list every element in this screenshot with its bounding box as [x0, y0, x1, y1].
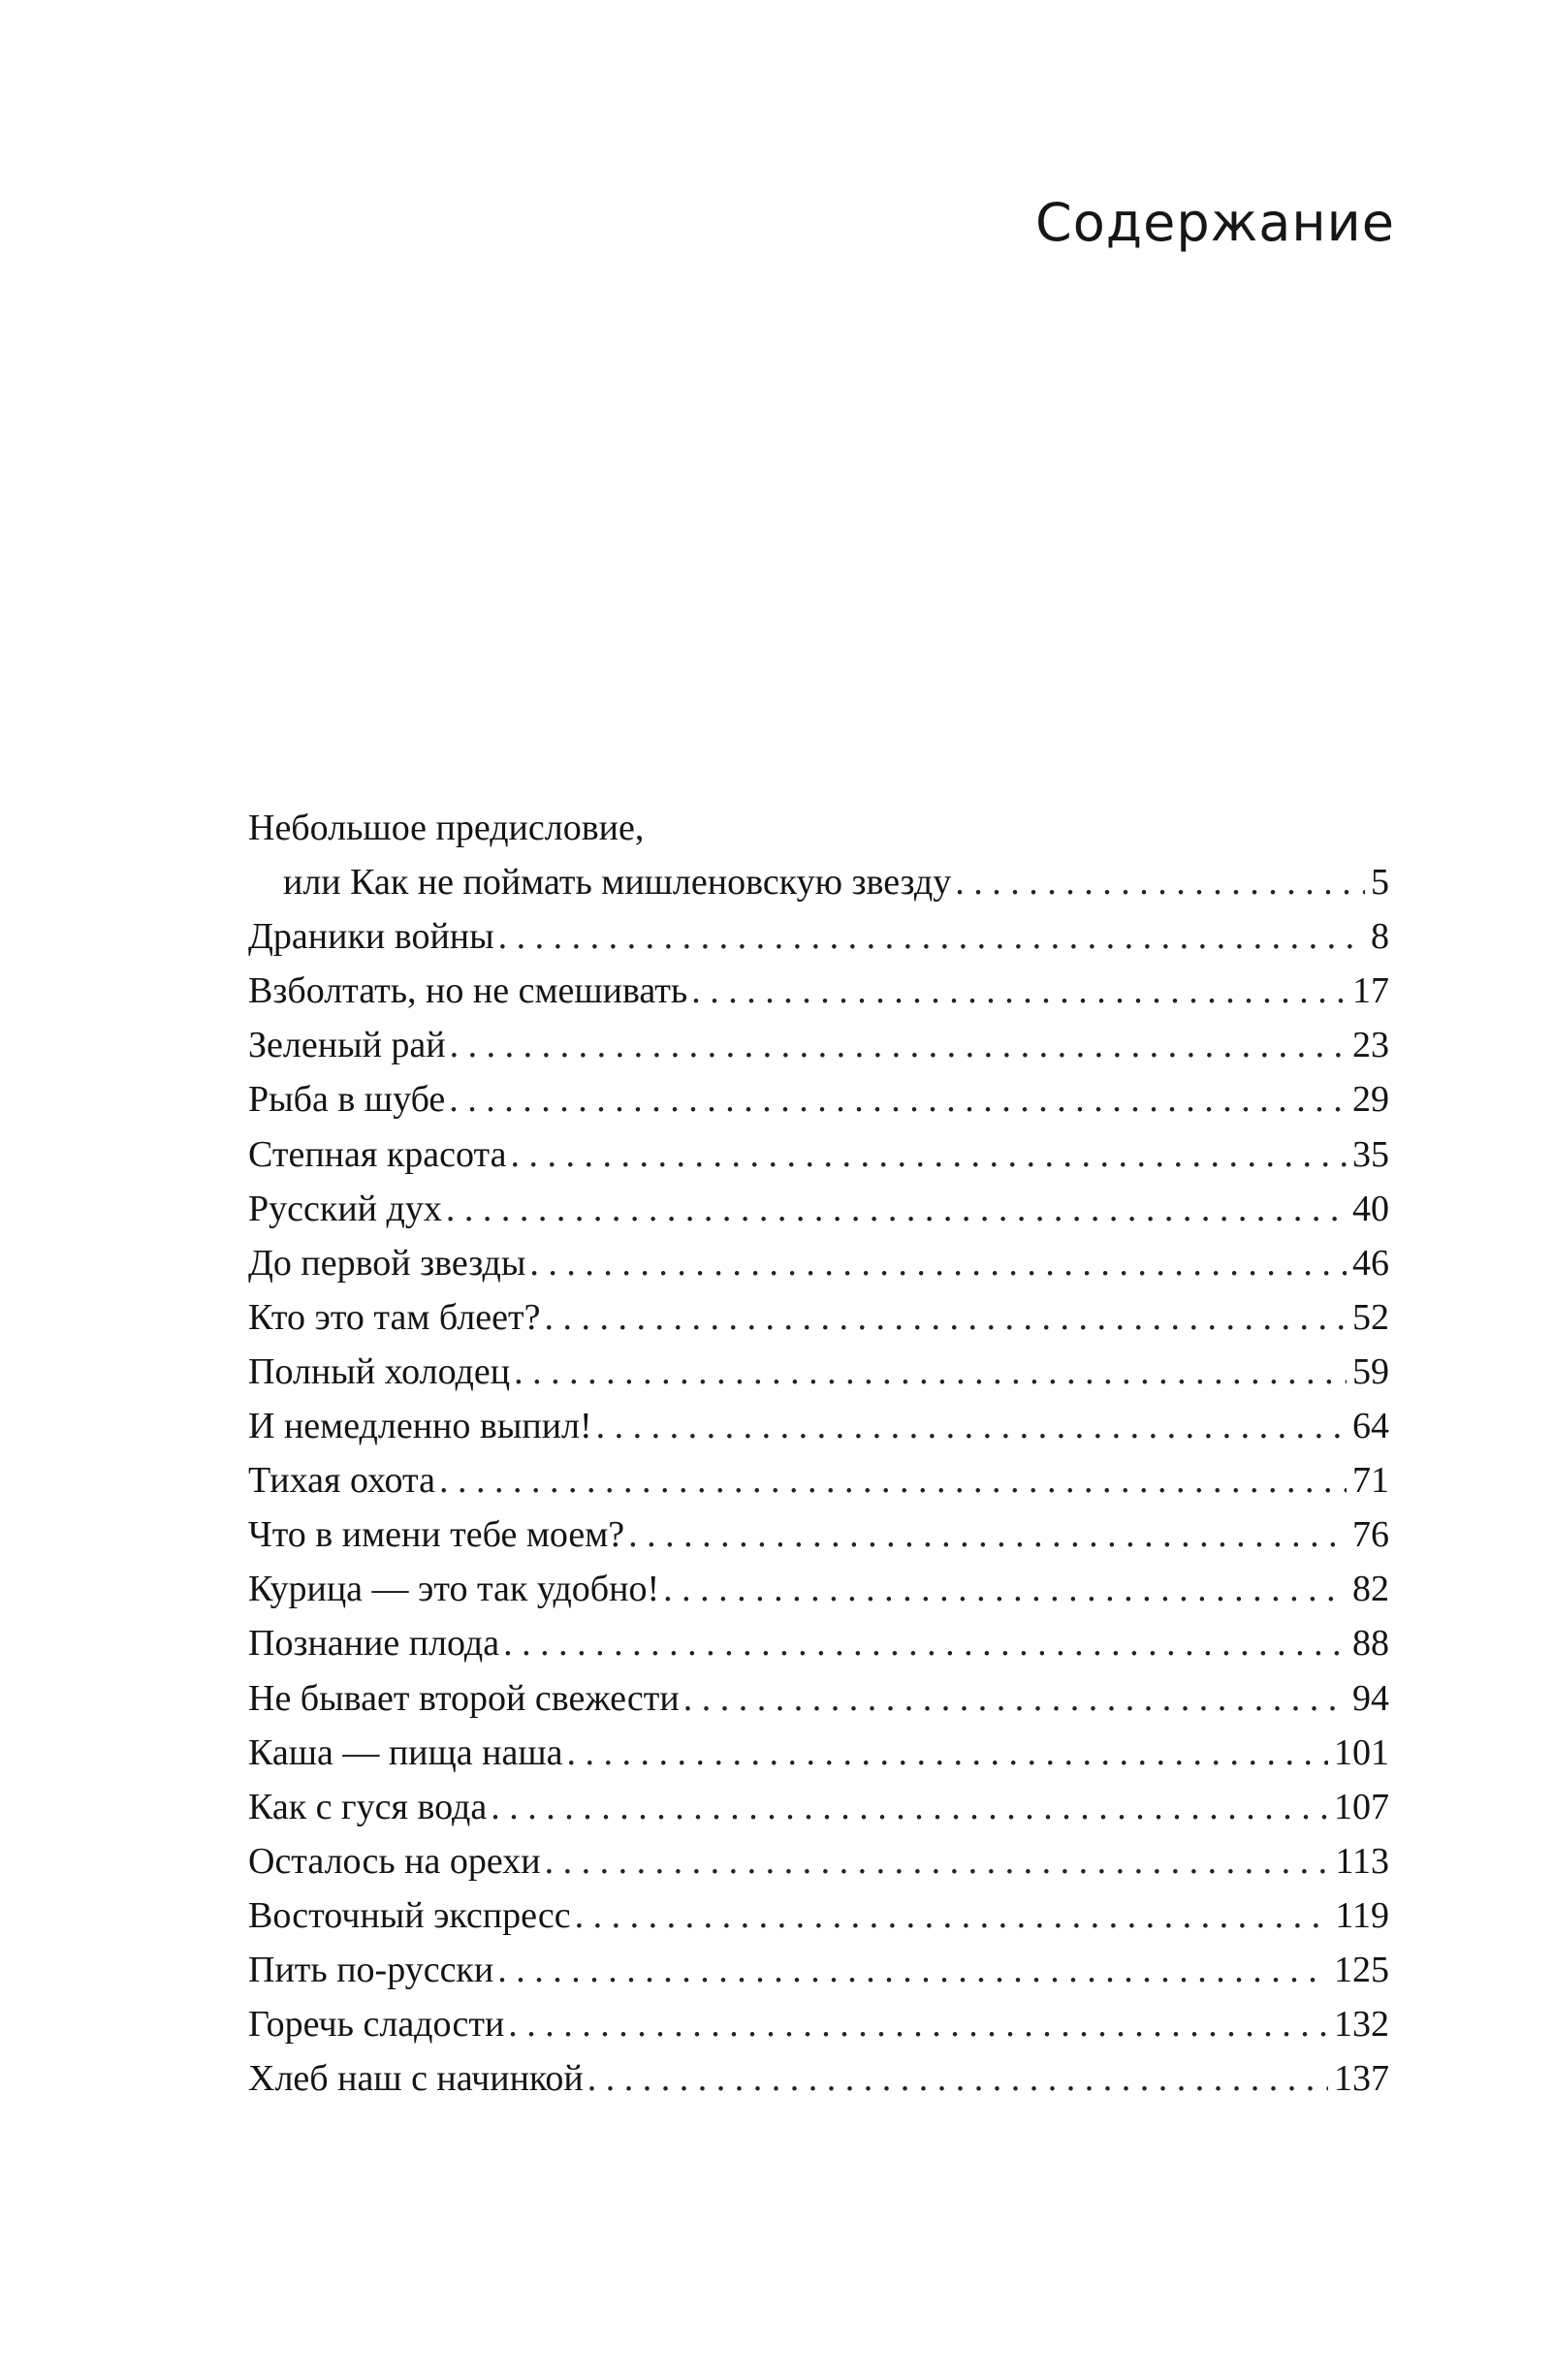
toc-entry-title: Как с гуся вода — [248, 1786, 488, 1827]
toc-entry — [248, 1888, 1389, 1943]
toc-entry-page: 76 — [1352, 1514, 1389, 1556]
toc-entry — [248, 1780, 1389, 1834]
toc-entry-title: Степная красота — [248, 1133, 507, 1175]
toc-entry-page: 59 — [1352, 1350, 1389, 1392]
toc-entry-title: Рыба в шубе — [248, 1079, 446, 1121]
dot-leader — [596, 1399, 1347, 1453]
toc-entry — [248, 1399, 1389, 1453]
page-title: Содержание — [1035, 192, 1395, 253]
toc-entry-title: Драники войны — [248, 916, 494, 958]
toc-entry — [248, 1182, 1389, 1236]
toc-entry-page: 107 — [1334, 1786, 1389, 1827]
dot-leader — [691, 964, 1347, 1018]
toc-entry-title: Восточный экспресс — [248, 1894, 571, 1936]
toc-entry-title: Небольшое предисловие, — [248, 808, 645, 848]
toc-entry-title: Тихая охота — [248, 1460, 435, 1502]
toc-entry — [248, 1072, 1389, 1127]
toc-entry-page: 132 — [1334, 2004, 1389, 2046]
toc-entry-title: И немедленно выпил! — [248, 1406, 592, 1447]
toc-entry — [248, 1507, 1389, 1562]
toc-entry — [248, 1726, 1389, 1780]
toc-entry — [248, 2051, 1389, 2106]
dot-leader — [450, 1018, 1347, 1072]
toc-entry-title: Осталось на орехи — [248, 1840, 541, 1882]
toc-entry-page: 35 — [1352, 1133, 1389, 1175]
toc-entry — [248, 1562, 1389, 1616]
toc-entry-page: 119 — [1335, 1894, 1389, 1936]
dot-leader — [628, 1507, 1347, 1562]
toc-entry — [248, 1345, 1389, 1399]
toc-entry-title: Познание плода — [248, 1623, 500, 1665]
toc-entry-page: 94 — [1352, 1677, 1389, 1719]
toc-entry-title: Взболтать, но не смешивать — [248, 970, 688, 1012]
toc-entry-page: 46 — [1352, 1242, 1389, 1284]
toc-entry-title: Каша — пища наша — [248, 1731, 563, 1773]
toc-entry — [248, 1453, 1389, 1507]
toc-entry-page: 5 — [1371, 862, 1389, 904]
toc-entry-page: 88 — [1352, 1623, 1389, 1665]
dot-leader — [514, 1345, 1347, 1399]
toc-entry-1-line-2 — [248, 855, 1389, 909]
toc-entry-title: Не бывает второй свежести — [248, 1677, 680, 1719]
toc-entry-title: Полный холодец — [248, 1350, 511, 1392]
toc-entry-page: 82 — [1352, 1569, 1389, 1610]
dot-leader — [529, 1236, 1347, 1290]
toc-entry — [248, 1834, 1389, 1888]
toc-entry-page: 71 — [1352, 1460, 1389, 1502]
dot-leader — [446, 1182, 1347, 1236]
dot-leader — [498, 909, 1365, 964]
toc-entry — [248, 1671, 1389, 1726]
toc-entry — [248, 1290, 1389, 1345]
dot-leader — [566, 1726, 1328, 1780]
toc-entry-page: 8 — [1371, 916, 1389, 958]
table-of-contents — [248, 801, 1389, 2106]
dot-leader — [491, 1780, 1328, 1834]
toc-entry-title: Зеленый рай — [248, 1025, 446, 1066]
toc-entry-page: 125 — [1334, 1949, 1389, 1990]
toc-entry — [248, 1616, 1389, 1670]
toc-entry-1-line-1 — [248, 801, 1389, 855]
toc-entry-page: 52 — [1352, 1296, 1389, 1338]
dot-leader — [439, 1453, 1347, 1507]
toc-entry — [248, 1018, 1389, 1072]
toc-entry — [248, 1997, 1389, 2051]
toc-entry-page: 137 — [1334, 2058, 1389, 2100]
toc-entry — [248, 909, 1389, 964]
toc-entry-page: 64 — [1352, 1406, 1389, 1447]
toc-entry-page: 40 — [1352, 1188, 1389, 1229]
dot-leader — [955, 855, 1365, 909]
toc-entry-title: Русский дух — [248, 1188, 442, 1229]
toc-entry-title: Хлеб наш с начинкой — [248, 2058, 584, 2100]
dot-leader — [575, 1888, 1330, 1943]
dot-leader — [544, 1290, 1347, 1345]
toc-entry-title: или Как не поймать мишленовскую звезду — [283, 862, 952, 904]
toc-entry-page: 17 — [1352, 970, 1389, 1012]
dot-leader — [503, 1616, 1347, 1670]
dot-leader — [510, 1127, 1347, 1182]
dot-leader — [497, 1943, 1328, 1997]
dot-leader — [449, 1072, 1347, 1127]
toc-entry-title: До первой звезды — [248, 1242, 526, 1284]
toc-entry-page: 101 — [1334, 1731, 1389, 1773]
dot-leader — [663, 1562, 1347, 1616]
toc-entry-title: Курица — это так удобно! — [248, 1569, 660, 1610]
toc-entry-title: Пить по-русски — [248, 1949, 494, 1990]
toc-entry — [248, 1236, 1389, 1290]
toc-entry-title: Кто это там блеет? — [248, 1296, 541, 1338]
toc-entry — [248, 964, 1389, 1018]
dot-leader — [683, 1671, 1347, 1726]
dot-leader — [545, 1834, 1330, 1888]
toc-entry-page: 23 — [1352, 1025, 1389, 1066]
toc-entry-page: 29 — [1352, 1079, 1389, 1121]
dot-leader — [587, 2051, 1328, 2106]
dot-leader — [508, 1997, 1328, 2051]
toc-entry — [248, 1127, 1389, 1182]
toc-entry-page: 113 — [1335, 1840, 1389, 1882]
toc-entry-title: Что в имени тебе моем? — [248, 1514, 625, 1556]
toc-entry — [248, 1943, 1389, 1997]
toc-entry-title: Горечь сладости — [248, 2004, 505, 2046]
